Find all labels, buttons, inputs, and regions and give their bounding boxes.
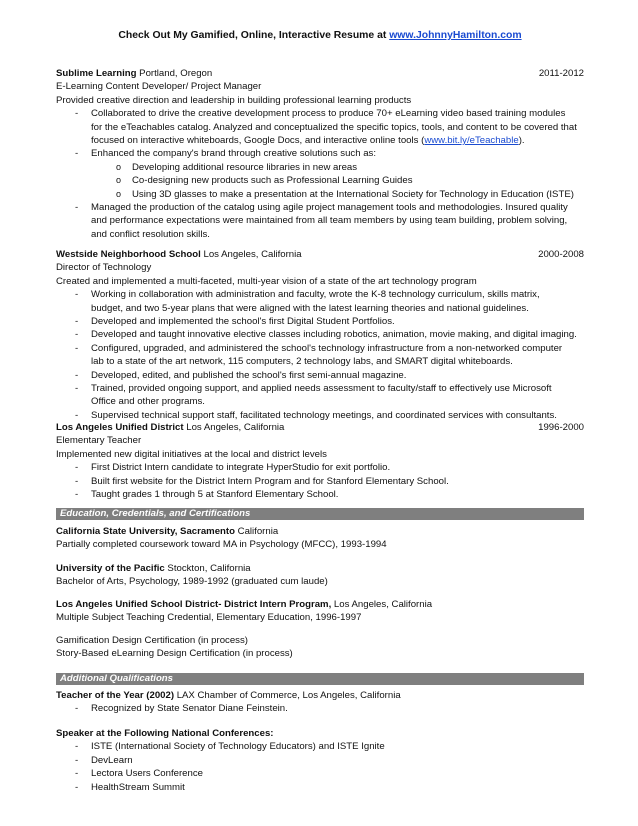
job-dates: 2011-2012 xyxy=(538,68,584,79)
resume-header xyxy=(56,30,584,41)
education-uop: University of the Pacific Stockton, California Bachelor of Arts, Psychology, 1989-1992 (graduated cum laude) xyxy=(56,562,584,589)
list-item: - Supervised technical support staff, facilitated technology meetings, and coordinated services with consultants. xyxy=(56,409,584,422)
list-item: - Trained, provided ongoing support, and applied needs assessment to faculty/staff to effectively use Microsoft Office and other programs. xyxy=(56,382,584,409)
school-name: Los Angeles Unified School District- District Intern Program, xyxy=(56,599,332,610)
school-detail: Multiple Subject Teaching Credential, Elementary Education, 1996-1997 xyxy=(56,612,362,624)
list-item: o Developing additional resource libraries in new areas xyxy=(56,161,584,174)
school-name: California State University, Sacramento xyxy=(56,526,235,537)
job-location: Portland, Oregon xyxy=(136,68,213,79)
job-dates: 2000-2008 xyxy=(538,249,584,260)
job-bullets xyxy=(56,107,584,161)
education-section-header: Education, Credentials, and Certifications xyxy=(56,508,584,520)
list-item: - Collaborated to drive the creative development process to produce 70+ eLearning video based training modules for the eTeachables catalog. Analyzed and conceptualized the specific topics, tools, and content to be covered that focused on interactive whiteboards, Google Docs, and interactive online tools (www.bit.ly/eTeachable). xyxy=(56,107,584,147)
job-lausd xyxy=(56,421,584,501)
job-title: E-Learning Content Developer/ Project Manager xyxy=(56,81,262,93)
job-bullets xyxy=(56,288,584,422)
list-item: - Recognized by State Senator Diane Feinstein. xyxy=(56,702,584,715)
job-org: Sublime Learning xyxy=(56,68,137,79)
list-item: - Configured, upgraded, and administered the school's technology infrastructure from a non-networked computer lab to a state of the art network, 115 computers, 2 technology labs, and SMART digital whiteboards. xyxy=(56,342,584,369)
award-block: Teacher of the Year (2002) LAX Chamber of Commerce, Los Angeles, California - Recognized by State Senator Diane Feinstein. xyxy=(56,689,584,716)
website-link[interactable]: www.JohnnyHamilton.com xyxy=(389,30,522,41)
job-org: Los Angeles Unified District xyxy=(56,422,184,433)
list-item: o Using 3D glasses to make a presentation at the International Society for Technology in Education (ISTE) xyxy=(56,188,584,201)
list-item: - HealthStream Summit xyxy=(56,781,584,794)
conference-list xyxy=(56,740,584,794)
eteachable-link[interactable]: www.bit.ly/eTeachable xyxy=(424,134,519,146)
education-csus: California State University, Sacramento California Partially completed coursework toward MA in Psychology (MFCC), 1993-1994 xyxy=(56,525,584,552)
certification-item: Gamification Design Certification (in process) xyxy=(56,635,248,646)
list-item: - Developed, edited, and published the school's first semi-annual magazine. xyxy=(56,369,584,382)
list-item: - Lectora Users Conference xyxy=(56,767,584,780)
job-summary: Created and implemented a multi-faceted, multi-year vision of a state of the art technology program xyxy=(56,275,477,287)
additional-section-header: Additional Qualifications xyxy=(56,673,584,685)
job-title: Director of Technology xyxy=(56,262,152,274)
job-dates: 1996-2000 xyxy=(538,422,584,433)
job-location: Los Angeles, California xyxy=(183,422,285,433)
job-title: Elementary Teacher xyxy=(56,435,142,447)
certifications xyxy=(56,634,584,661)
school-detail: Partially completed coursework toward MA in Psychology (MFCC), 1993-1994 xyxy=(56,539,387,551)
job-org: Westside Neighborhood School xyxy=(56,249,201,260)
certification-item: Story-Based eLearning Design Certification (in process) xyxy=(56,648,293,660)
job-sub-bullets xyxy=(56,161,584,201)
job-westside xyxy=(56,248,584,422)
job-location: Los Angeles, California xyxy=(200,249,302,260)
list-item: o Co-designing new products such as Professional Learning Guides xyxy=(56,174,584,187)
list-item: - Enhanced the company's brand through creative solutions such as: xyxy=(56,147,584,160)
education-lausd-intern: Los Angeles Unified School District- District Intern Program, Los Angeles, California Multiple Subject Teaching Credential, Elementary Education, 1996-1997 xyxy=(56,598,584,625)
job-bullets xyxy=(56,461,584,501)
list-item: - ISTE (International Society of Technology Educators) and ISTE Ignite xyxy=(56,740,584,753)
school-name: University of the Pacific xyxy=(56,563,165,574)
list-item: - Developed and taught innovative elective classes including robotics, animation, movie making, and digital imaging. xyxy=(56,328,584,341)
header-text: Check Out My Gamified, Online, Interactive Resume at xyxy=(118,30,390,41)
list-item: - DevLearn xyxy=(56,754,584,767)
school-detail: Bachelor of Arts, Psychology, 1989-1992 (graduated cum laude) xyxy=(56,576,328,588)
list-item: - Taught grades 1 through 5 at Stanford Elementary School. xyxy=(56,488,584,501)
speaker-heading: Speaker at the Following National Conferences: xyxy=(56,728,274,739)
speaker-block xyxy=(56,727,584,794)
job-summary: Implemented new digital initiatives at the local and district levels xyxy=(56,448,327,460)
list-item: - Managed the production of the catalog using agile project management tools and methodologies. Insured quality and performance expectations were maintained from all team members by using team building, problem solving, and conflict resolution skills. xyxy=(56,201,584,241)
award-name: Teacher of the Year (2002) xyxy=(56,690,175,701)
list-item: - Built first website for the District Intern Program and for Stanford Elementary School. xyxy=(56,475,584,488)
job-sublime-learning xyxy=(56,67,584,241)
list-item: - First District Intern candidate to integrate HyperStudio for exit portfolio. xyxy=(56,461,584,474)
list-item: - Developed and implemented the school's first Digital Student Portfolios. xyxy=(56,315,584,328)
job-summary: Provided creative direction and leadership in building professional learning products xyxy=(56,94,412,106)
list-item: - Working in collaboration with administration and faculty, wrote the K-8 technology curriculum, skills matrix, budget, and two 5-year plans that were aligned with the latest learning theories and national guidelines. xyxy=(56,288,584,315)
